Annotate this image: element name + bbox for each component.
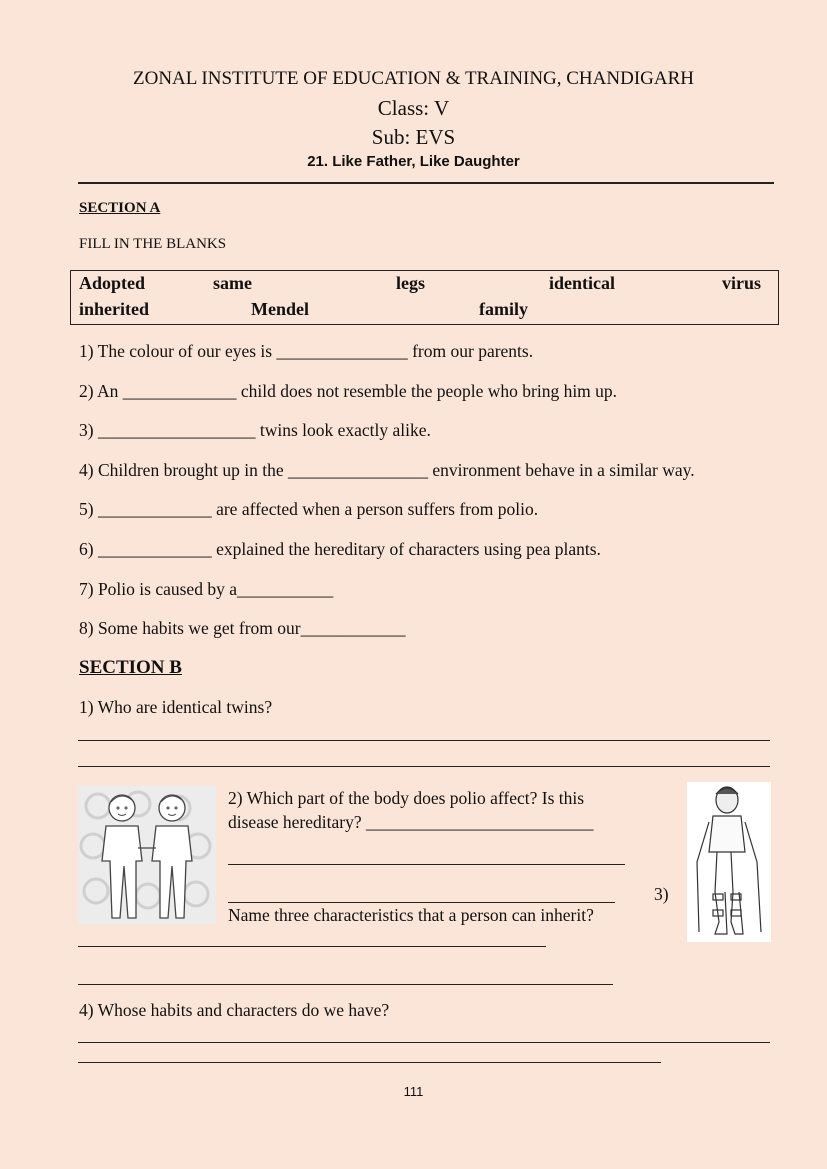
- page-number: 111: [403, 1084, 424, 1099]
- twins-illustration-icon: [78, 786, 216, 924]
- word-bank-item: Adopted: [79, 273, 146, 293]
- short-answer-question: 1) Who are identical twins?: [79, 697, 273, 717]
- fill-blank-question: 5) _____________ are affected when a person suffers from polio.: [79, 499, 539, 519]
- section-a-subtitle: FILL IN THE BLANKS: [79, 236, 227, 252]
- institute-name: ZONAL INSTITUTE OF EDUCATION & TRAINING, CHANDIGARH: [133, 68, 694, 89]
- fill-blank-question: 1) The colour of our eyes is _______________ from our parents.: [79, 341, 534, 361]
- fill-blank-question: 4) Children brought up in the ________________ environment behave in a similar way.: [79, 460, 695, 480]
- answer-line: [78, 946, 546, 947]
- answer-line: [78, 1062, 661, 1063]
- polio-question-line1: 2) Which part of the body does polio affect? Is this: [228, 788, 585, 808]
- chapter-title: 21. Like Father, Like Daughter: [307, 153, 520, 170]
- fill-blank-question: 3) __________________ twins look exactly alike.: [79, 420, 431, 440]
- answer-line: [228, 864, 625, 865]
- header-divider: [78, 182, 774, 184]
- polio-boy-illustration-icon: [687, 782, 771, 942]
- word-bank-item: Mendel: [251, 299, 309, 319]
- answer-line: [78, 1042, 770, 1043]
- word-bank-item: same: [213, 273, 252, 293]
- word-bank-item: legs: [396, 273, 425, 293]
- section-b-title: SECTION B: [79, 657, 182, 678]
- answer-line: [228, 902, 615, 903]
- section-a-title: SECTION A: [79, 200, 161, 216]
- class-label: Class: V: [377, 96, 450, 120]
- inherit-question: Name three characteristics that a person can inherit?: [228, 905, 594, 925]
- fill-blank-question: 7) Polio is caused by a___________: [79, 579, 334, 599]
- fill-blank-question: 2) An _____________ child does not resemble the people who bring him up.: [79, 381, 618, 401]
- word-bank-item: virus: [722, 273, 762, 293]
- answer-line: [78, 766, 770, 767]
- fill-blank-question: 8) Some habits we get from our____________: [79, 618, 406, 638]
- question-3-number: 3): [654, 884, 669, 904]
- subject-label: Sub: EVS: [371, 125, 456, 149]
- polio-question-line2: disease hereditary? __________________________: [228, 812, 594, 832]
- answer-line: [78, 740, 770, 741]
- word-bank-item: family: [479, 299, 528, 319]
- fill-blank-question: 6) _____________ explained the hereditary of characters using pea plants.: [79, 539, 601, 559]
- answer-line: [78, 984, 613, 985]
- word-bank-item: inherited: [79, 299, 149, 319]
- habits-question: 4) Whose habits and characters do we have?: [79, 1000, 390, 1020]
- word-bank-item: identical: [549, 273, 615, 293]
- word-bank: [70, 270, 779, 325]
